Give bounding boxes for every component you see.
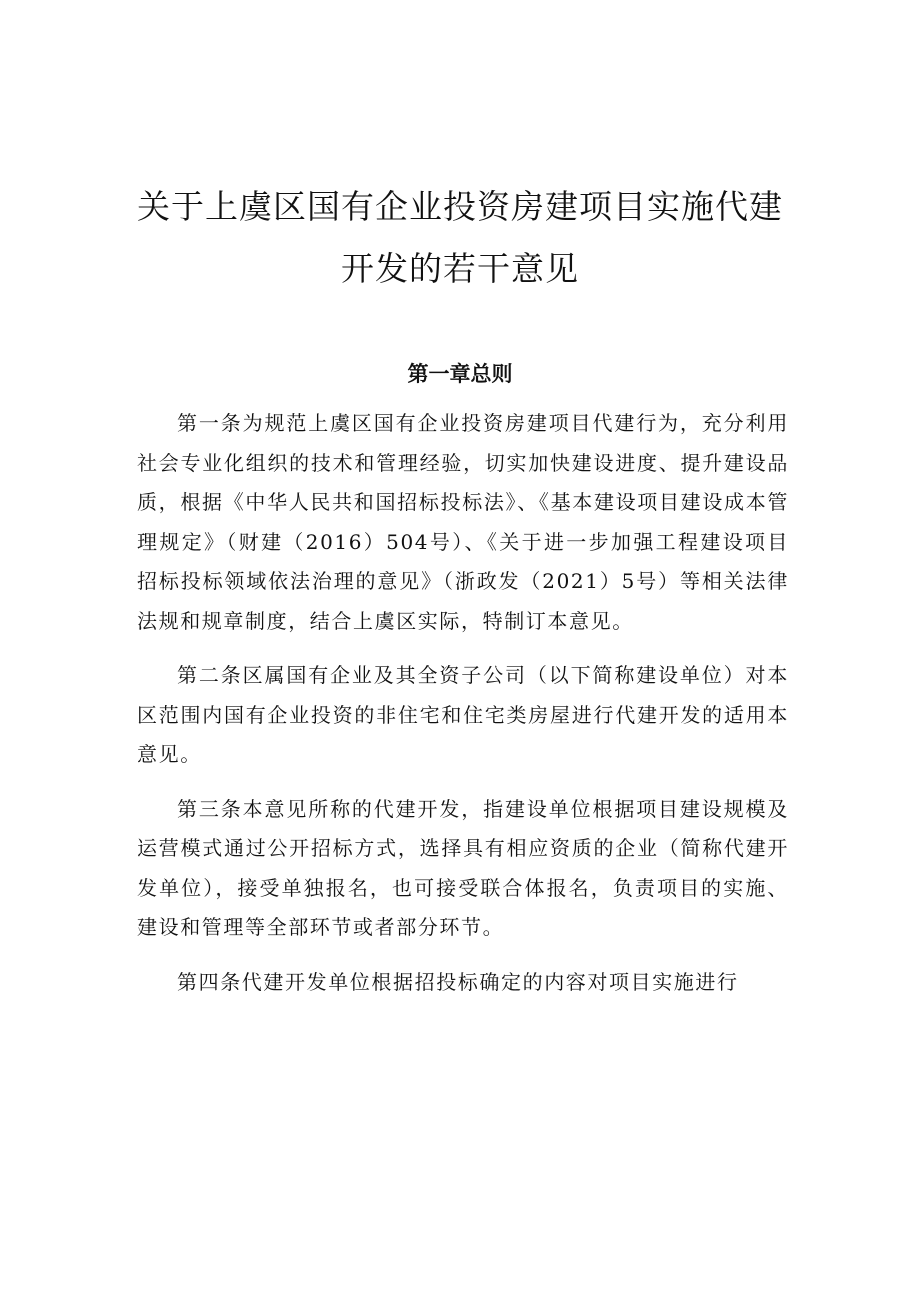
- article-1-paragraph: 第一条为规范上虞区国有企业投资房建项目代建行为，充分利用社会专业化组织的技术和管理经验，切实加快建设进度、提升建设品质，根据《中华人民共和国招标投标法》、《基本建设项目建设成本管理规定》（财建（2016）504号）、《关于进一步加强工程建设项目招标投标领域依法治理的意见》（浙政发（2021）5号）等相关法律法规和规章制度，结合上虞区实际，特制订本意见。: [137, 411, 789, 633]
- article-4-paragraph: 第四条代建开发单位根据招投标确定的内容对项目实施进行: [177, 969, 739, 994]
- title-line-1: 关于上虞区国有企业投资房建项目实施代建: [137, 187, 783, 226]
- title-line-2: 开发的若干意见: [341, 249, 579, 288]
- article-2-paragraph: 第二条区属国有企业及其全资子公司（以下简称建设单位）对本区范围内国有企业投资的非住宅和住宅类房屋进行代建开发的适用本意见。: [137, 663, 789, 766]
- document-title: [0, 176, 920, 300]
- article-3-paragraph: 第三条本意见所称的代建开发，指建设单位根据项目建设规模及运营模式通过公开招标方式，选择具有相应资质的企业（简称代建开发单位），接受单独报名，也可接受联合体报名，负责项目的实施、建设和管理等全部环节或者部分环节。: [137, 796, 789, 939]
- document-body: [137, 404, 789, 1017]
- chapter-heading: 第一章总则: [407, 362, 513, 386]
